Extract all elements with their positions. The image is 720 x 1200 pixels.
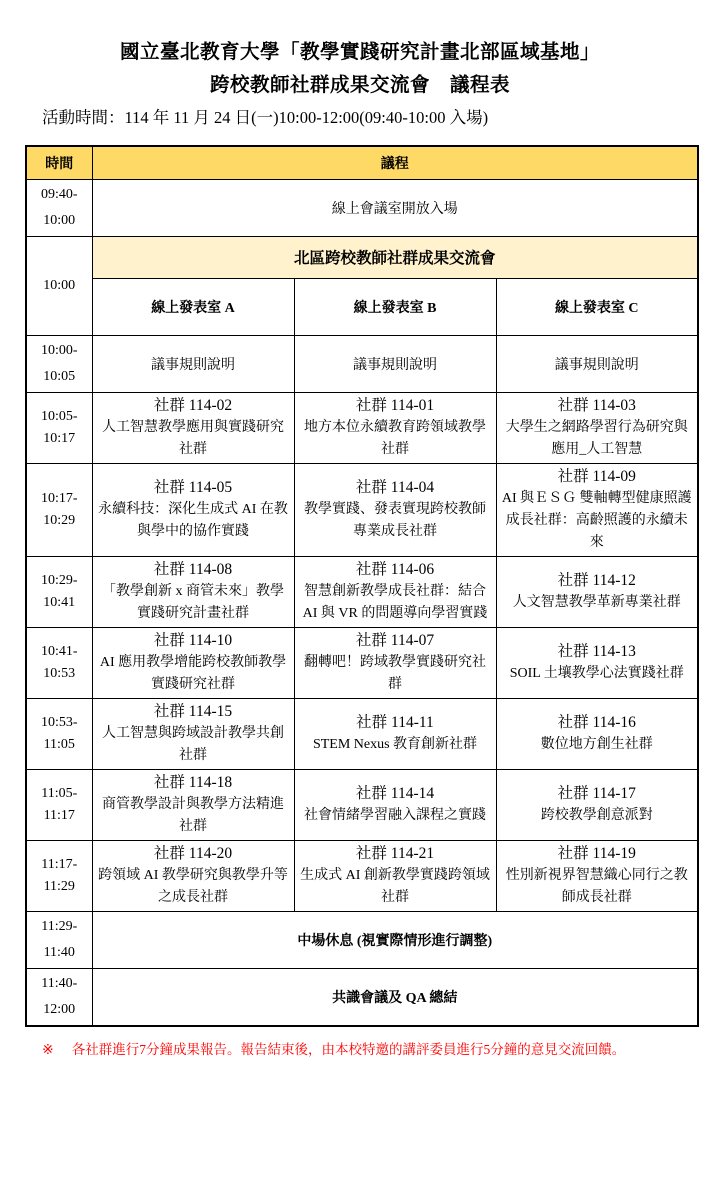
- community-name: 智慧創新教學成長社群：結合 AI 與 VR 的問題導向學習實踐: [302, 583, 488, 621]
- footnote-text: 各社群進行7分鐘成果報告。報告結束後，由本校特邀的講評委員進行5分鐘的意見交流回饋。: [71, 1041, 626, 1057]
- slot-time: 10:29-10:41: [26, 556, 92, 627]
- community-name: 「教學創新 x 商管未來」教學實踐研究計畫社群: [102, 583, 284, 621]
- community-code: 社群 114-21: [355, 844, 435, 862]
- schedule-table: [25, 145, 699, 1027]
- community-name: 社會情緒學習融入課程之實踐: [304, 807, 486, 823]
- rules-cell-a: 議事規則說明: [92, 335, 294, 392]
- community-cell: [294, 698, 496, 769]
- rules-cell-c: 議事規則說明: [496, 335, 698, 392]
- room-a-header: 線上發表室 A: [92, 278, 294, 335]
- community-cell: [496, 556, 698, 627]
- community-cell: [92, 392, 294, 463]
- slot-time: 11:17-11:29: [26, 840, 92, 911]
- community-name: 生成式 AI 創新教學實踐跨領域社群: [300, 867, 490, 905]
- community-code: 社群 114-01: [355, 396, 435, 414]
- community-cell: [294, 840, 496, 911]
- community-code: 社群 114-05: [153, 478, 233, 496]
- community-name: 永續科技：深化生成式 AI 在教與學中的協作實踐: [98, 501, 288, 539]
- slot-row: [26, 463, 698, 556]
- closing-text: 共識會議及 QA 總結: [92, 968, 698, 1026]
- community-cell: [496, 698, 698, 769]
- community-code: 社群 114-15: [153, 702, 233, 720]
- community-code: 社群 114-20: [153, 844, 233, 862]
- community-code: 社群 114-03: [557, 396, 636, 414]
- session-title: 北區跨校教師社群成果交流會: [92, 236, 698, 278]
- slot-row: [26, 698, 698, 769]
- slot-time: 10:53-11:05: [26, 698, 92, 769]
- community-name: 教學實踐、發表實現跨校教師專業成長社群: [304, 501, 486, 539]
- community-cell: [294, 627, 496, 698]
- community-name: 地方本位永續教育跨領域教學社群: [304, 419, 486, 457]
- activity-time: 活動時間：114 年 11 月 24 日(一)10:00-12:00(09:40-10:00 入場): [42, 108, 489, 127]
- session-time: 10:00: [26, 236, 92, 335]
- slot-row: [26, 769, 698, 840]
- community-cell: [294, 463, 496, 556]
- admission-text: 線上會議室開放入場: [92, 179, 698, 236]
- closing-time: 11:40-12:00: [26, 968, 92, 1026]
- table-header-row: [26, 146, 698, 179]
- community-cell: [92, 463, 294, 556]
- community-cell: [294, 392, 496, 463]
- community-name: 大學生之網路學習行為研究與應用_人工智慧: [505, 419, 688, 457]
- rules-cell-b: 議事規則說明: [294, 335, 496, 392]
- session-header-row: [26, 236, 698, 278]
- community-code: 社群 114-12: [557, 571, 636, 589]
- break-text: 中場休息 (視實際情形進行調整): [92, 911, 698, 968]
- community-cell: [92, 769, 294, 840]
- admission-time: 09:40-10:00: [26, 179, 92, 236]
- closing-row: [26, 968, 698, 1026]
- community-cell: [294, 556, 496, 627]
- community-code: 社群 114-16: [557, 713, 636, 731]
- community-name: 跨校教學創意派對: [540, 807, 653, 823]
- community-code: 社群 114-17: [557, 784, 636, 802]
- rules-time: 10:00-10:05: [26, 335, 92, 392]
- slot-row: [26, 627, 698, 698]
- slot-time: 10:17-10:29: [26, 463, 92, 556]
- page-title: 國立臺北教育大學「教學實踐研究計畫北部區域基地」: [119, 42, 600, 63]
- community-code: 社群 114-09: [557, 467, 636, 485]
- page-subtitle: 跨校教師社群成果交流會 議程表: [209, 75, 510, 96]
- admission-row: [26, 179, 698, 236]
- community-name: 人工智慧教學應用與實踐研究社群: [102, 419, 284, 457]
- break-time: 11:29-11:40: [26, 911, 92, 968]
- community-code: 社群 114-18: [153, 773, 233, 791]
- room-c-header: 線上發表室 C: [496, 278, 698, 335]
- community-name: 數位地方創生社群: [540, 736, 653, 752]
- room-b-header: 線上發表室 B: [294, 278, 496, 335]
- community-cell: [92, 698, 294, 769]
- community-name: STEM Nexus 教育創新社群: [312, 736, 478, 752]
- footnote: [42, 1040, 720, 1061]
- footnote-marker: ※: [42, 1042, 54, 1058]
- rooms-row: [26, 278, 698, 335]
- community-name: SOIL 土壤教學心法實踐社群: [509, 665, 684, 681]
- community-cell: [92, 627, 294, 698]
- community-name: AI 應用教學增能跨校教師教學實踐研究社群: [99, 654, 287, 692]
- slot-time: 10:41-10:53: [26, 627, 92, 698]
- community-cell: [496, 840, 698, 911]
- break-row: [26, 911, 698, 968]
- community-cell: [496, 627, 698, 698]
- agenda-column-header: 議程: [92, 146, 698, 179]
- rules-row: [26, 335, 698, 392]
- community-cell: [496, 769, 698, 840]
- community-name: 性別新視界智慧織心同行之教師成長社群: [505, 867, 688, 905]
- community-code: 社群 114-07: [355, 631, 435, 649]
- community-name: 跨領域 AI 教學研究與教學升等之成長社群: [98, 867, 288, 905]
- community-cell: [92, 556, 294, 627]
- community-name: 人文智慧教學革新專業社群: [512, 594, 681, 610]
- time-column-header: 時間: [26, 146, 92, 179]
- community-name: 人工智慧與跨域設計教學共創社群: [102, 725, 284, 763]
- community-cell: [92, 840, 294, 911]
- slot-row: [26, 392, 698, 463]
- community-name: AI 與ＥＳＧ 雙軸轉型健康照護成長社群：高齡照護的永續未來: [501, 490, 692, 550]
- slot-row: [26, 840, 698, 911]
- community-code: 社群 114-02: [153, 396, 233, 414]
- community-code: 社群 114-06: [355, 560, 435, 578]
- community-code: 社群 114-13: [557, 642, 636, 660]
- community-code: 社群 114-14: [355, 784, 435, 802]
- community-code: 社群 114-19: [557, 844, 636, 862]
- slot-time: 10:05-10:17: [26, 392, 92, 463]
- community-name: 商管教學設計與教學方法精進社群: [102, 796, 284, 834]
- community-code: 社群 114-08: [153, 560, 233, 578]
- community-cell: [294, 769, 496, 840]
- community-name: 翻轉吧！跨域教學實踐研究社群: [304, 654, 486, 692]
- community-cell: [496, 463, 698, 556]
- slot-row: [26, 556, 698, 627]
- community-code: 社群 114-11: [356, 713, 434, 731]
- slot-time: 11:05-11:17: [26, 769, 92, 840]
- community-code: 社群 114-04: [355, 478, 435, 496]
- community-code: 社群 114-10: [153, 631, 233, 649]
- community-cell: [496, 392, 698, 463]
